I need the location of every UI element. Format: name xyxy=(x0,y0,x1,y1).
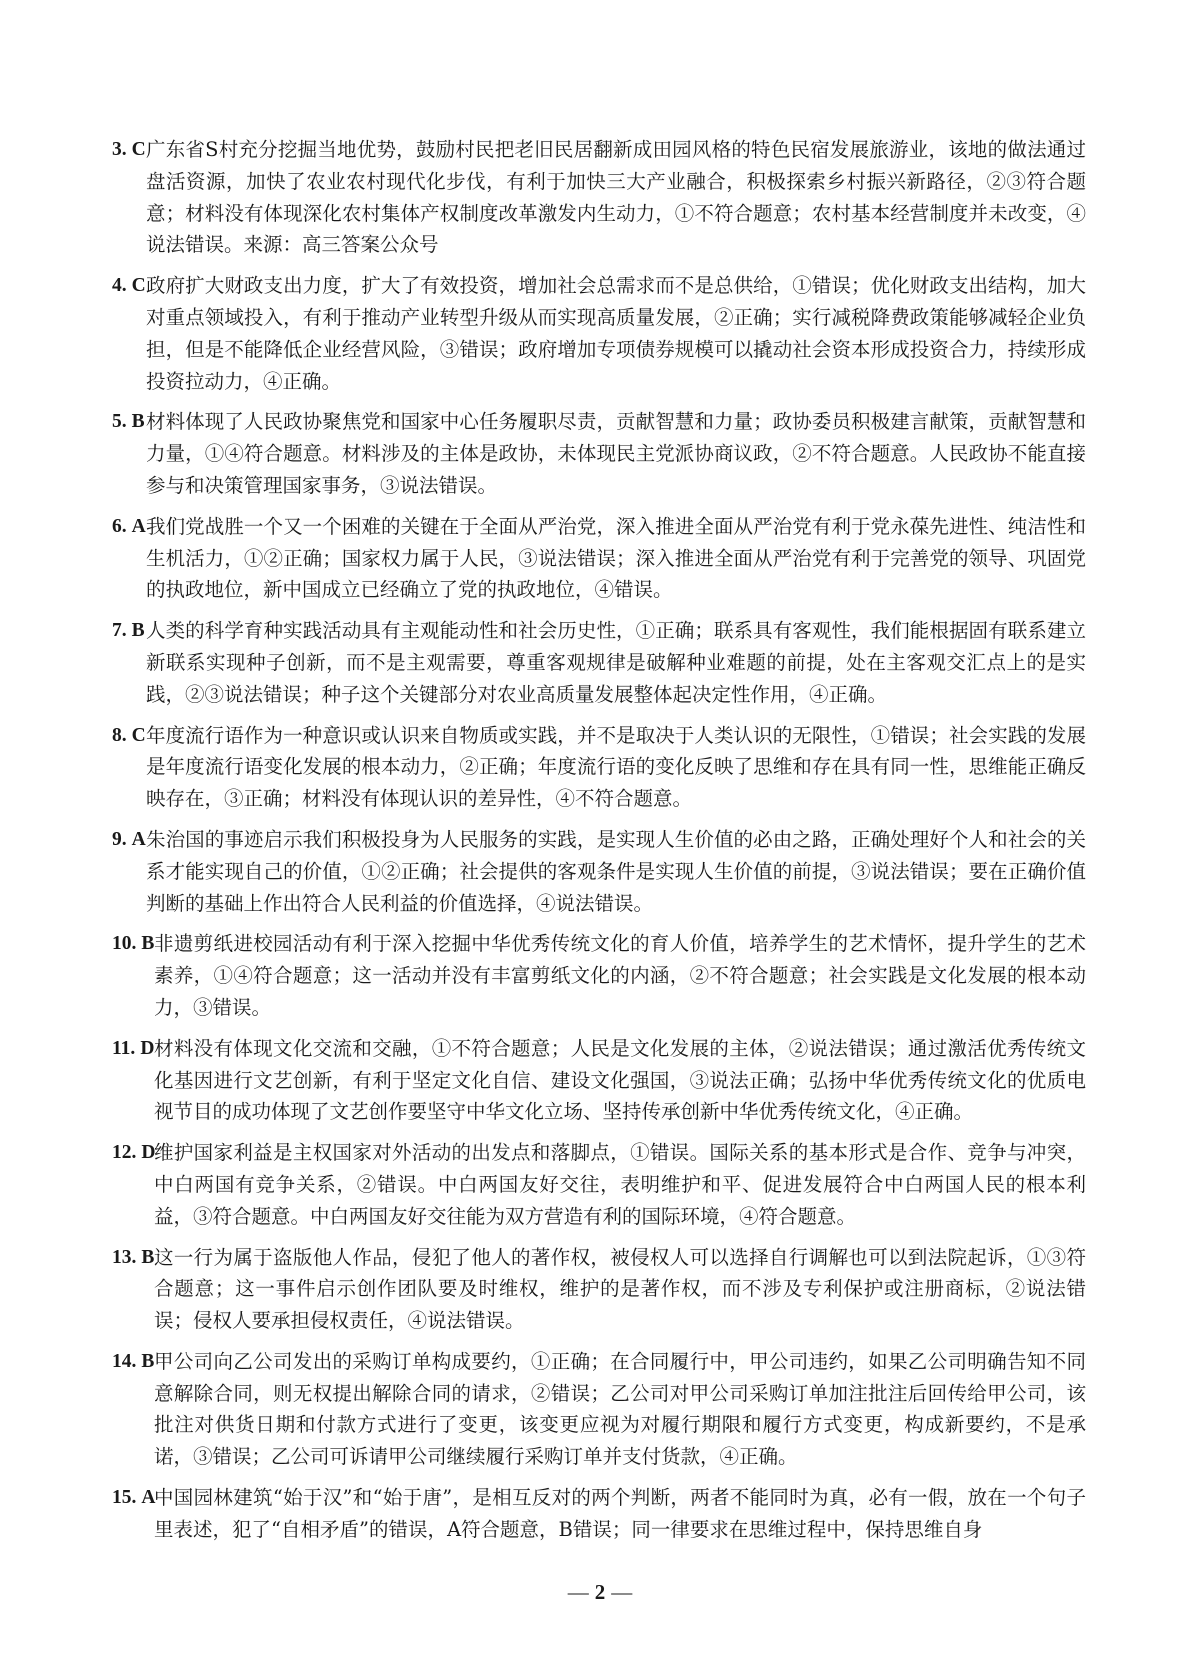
answer-item-8 xyxy=(112,720,1086,815)
footer-dash-right: — xyxy=(611,1580,633,1604)
question-number: 12. D xyxy=(112,1142,156,1164)
answer-item-15 xyxy=(112,1482,1086,1546)
footer-dash-left: — xyxy=(567,1580,589,1604)
answer-item-6 xyxy=(112,511,1086,606)
answer-item-5 xyxy=(112,406,1086,501)
explanation-text: 材料没有体现文化交流和交融，①不符合题意；人民是文化发展的主体，②说法错误；通过激活优秀传统文化基因进行文艺创新，有利于坚定文化自信、建设文化强国，③说法正确；弘扬中华优秀传统文化的优质电视节目的成功体现了文艺创作要坚守中华文化立场、坚持传承创新中华优秀传统文化，④正确。 xyxy=(154,1036,1086,1124)
explanation-text: 中国园林建筑“始于汉”和“始于唐”，是相互反对的两个判断，两者不能同时为真，必有一假，放在一个句子里表述，犯了“自相矛盾”的错误，A符合题意，B错误；同一律要求在思维过程中，保持思维自身 xyxy=(154,1486,1086,1541)
question-number: 5. B xyxy=(112,411,145,433)
question-number: 8. C xyxy=(112,724,146,746)
question-number: 14. B xyxy=(112,1350,155,1372)
question-number: 13. B xyxy=(112,1246,155,1268)
question-number: 6. A xyxy=(112,515,146,537)
question-number: 3. C xyxy=(112,139,146,160)
explanation-text: 甲公司向乙公司发出的采购订单构成要约，①正确；在合同履行中，甲公司违约，如果乙公司明确告知不同意解除合同，则无权提出解除合同的请求，②错误；乙公司对甲公司采购订单加注批注后回传给甲公司，该批注对供货日期和付款方式进行了变更，该变更应视为对履行期限和履行方式变更，构成新要约，不是承诺，③错误；乙公司可诉请甲公司继续履行采购订单并支付货款，④正确。 xyxy=(154,1349,1086,1469)
explanation-text: 政府扩大财政支出力度，扩大了有效投资，增加社会总需求而不是总供给，①错误；优化财政支出结构，加大对重点领域投入，有利于推动产业转型升级从而实现高质量发展，②正确；实行减税降费政策能够减轻企业负担，但是不能降低企业经营风险，③错误；政府增加专项债券规模可以撬动社会资本形成投资合力，持续形成投资拉动力，④正确。 xyxy=(146,274,1086,393)
explanation-text: 这一行为属于盗版他人作品，侵犯了他人的著作权，被侵权人可以选择自行调解也可以到法院起诉，①③符合题意；这一事件启示创作团队要及时维权，维护的是著作权，而不涉及专利保护或注册商标，②说法错误；侵权人要承担侵权责任，④说法错误。 xyxy=(154,1245,1086,1333)
page-number: 2 xyxy=(594,1580,606,1604)
explanation-text: 材料体现了人民政协聚焦党和国家中心任务履职尽责，贡献智慧和力量；政协委员积极建言献策，贡献智慧和力量，①④符合题意。材料涉及的主体是政协，未体现民主党派协商议政，②不符合题意。人民政协不能直接参与和决策管理国家事务，③说法错误。 xyxy=(146,410,1086,497)
answer-item-12 xyxy=(112,1137,1086,1232)
answer-item-13 xyxy=(112,1242,1086,1337)
explanation-text: 朱治国的事迹启示我们积极投身为人民服务的实践，是实现人生价值的必由之路，正确处理好个人和社会的关系才能实现自己的价值，①②正确；社会提供的客观条件是实现人生价值的前提，③说法错误；要在正确价值判断的基础上作出符合人民利益的价值选择，④说法错误。 xyxy=(146,827,1086,915)
explanation-text: 我们党战胜一个又一个困难的关键在于全面从严治党，深入推进全面从严治党有利于党永葆先进性、纯洁性和生机活力，①②正确；国家权力属于人民，③说法错误；深入推进全面从严治党有利于完善党的领导、巩固党的执政地位，新中国成立已经确立了党的执政地位，④错误。 xyxy=(146,514,1086,602)
answer-explanations xyxy=(112,134,1086,1555)
question-number: 15. A xyxy=(112,1487,156,1509)
answer-item-4 xyxy=(112,270,1086,397)
explanation-text: 人类的科学育种实践活动具有主观能动性和社会历史性，①正确；联系具有客观性，我们能根据固有联系建立新联系实现种子创新，而不是主观需要，尊重客观规律是破解种业难题的前提，处在主客观交汇点上的是实践，②③说法错误；种子这个关键部分对农业高质量发展整体起决定性作用，④正确。 xyxy=(146,619,1086,706)
question-number: 10. B xyxy=(112,933,155,955)
question-number: 11. D xyxy=(112,1037,155,1059)
answer-item-7 xyxy=(112,615,1086,710)
answer-item-3 xyxy=(112,134,1086,261)
question-number: 7. B xyxy=(112,620,145,642)
explanation-text: 年度流行语作为一种意识或认识来自物质或实践，并不是取决于人类认识的无限性，①错误；社会实践的发展是年度流行语变化发展的根本动力，②正确；年度流行语的变化反映了思维和存在具有同一性，思维能正确反映存在，③正确；材料没有体现认识的差异性，④不符合题意。 xyxy=(146,723,1086,811)
answer-item-14 xyxy=(112,1346,1086,1473)
answer-item-9 xyxy=(112,824,1086,919)
explanation-text: 广东省S村充分挖掘当地优势，鼓励村民把老旧民居翻新成田园风格的特色民宿发展旅游业，该地的做法通过盘活资源，加快了农业农村现代化步伐，有利于加快三大产业融合，积极探索乡村振兴新路径，②③符合题意；材料没有体现深化农村集体产权制度改革激发内生动力，①不符合题意；农村基本经营制度并未改变，④说法错误。来源：高三答案公众号 xyxy=(146,138,1086,257)
explanation-text: 非遗剪纸进校园活动有利于深入挖掘中华优秀传统文化的育人价值，培养学生的艺术情怀，提升学生的艺术素养，①④符合题意；这一活动并没有丰富剪纸文化的内涵，②不符合题意；社会实践是文化发展的根本动力，③错误。 xyxy=(154,932,1086,1019)
page-footer xyxy=(0,1580,1200,1605)
question-number: 9. A xyxy=(112,828,146,850)
explanation-text: 维护国家利益是主权国家对外活动的出发点和落脚点，①错误。国际关系的基本形式是合作、竞争与冲突，中白两国有竞争关系，②错误。中白两国友好交往，表明维护和平、促进发展符合中白两国人民的根本利益，③符合题意。中白两国友好交往能为双方营造有利的国际环境，④符合题意。 xyxy=(154,1141,1086,1228)
answer-item-11 xyxy=(112,1033,1086,1128)
answer-item-10 xyxy=(112,928,1086,1023)
question-number: 4. C xyxy=(112,275,146,297)
